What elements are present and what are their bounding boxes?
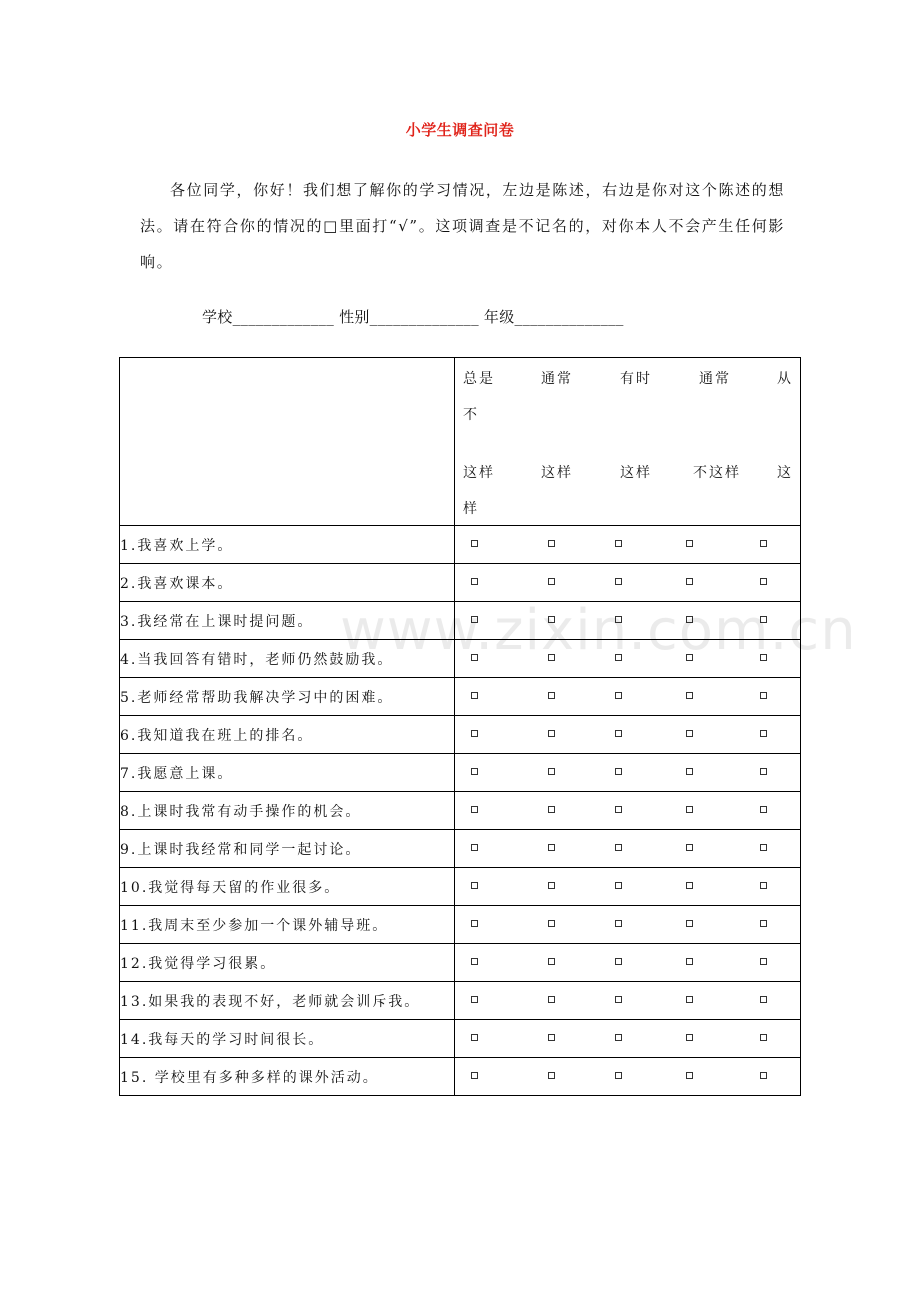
square-checkbox-icon[interactable] [615,920,622,927]
table-row [120,526,801,564]
header-option-label: 有时 [620,371,652,387]
square-checkbox-icon[interactable] [548,844,555,851]
square-checkbox-icon[interactable] [548,958,555,965]
page-title: 小学生调查问卷 [405,121,515,139]
square-checkbox-icon[interactable] [615,540,622,547]
square-checkbox-icon[interactable] [686,654,693,661]
square-checkbox-icon[interactable] [548,996,555,1003]
square-checkbox-icon[interactable] [471,882,478,889]
square-checkbox-icon[interactable] [548,806,555,813]
square-checkbox-icon[interactable] [471,844,478,851]
student-info-line: 学校_____________ 性别______________ 年级______________ [202,308,624,326]
square-checkbox-icon[interactable] [760,806,767,813]
square-checkbox-icon[interactable] [760,578,767,585]
square-checkbox-icon[interactable] [686,692,693,699]
square-checkbox-icon[interactable] [615,768,622,775]
square-checkbox-icon[interactable] [615,616,622,623]
table-row [120,1020,801,1058]
square-checkbox-icon[interactable] [615,578,622,585]
square-checkbox-icon[interactable] [548,730,555,737]
square-checkbox-icon[interactable] [471,958,478,965]
question-text: 13.如果我的表现不好，老师就会训斥我。 [120,982,455,1020]
square-checkbox-icon[interactable] [548,768,555,775]
header-option-label: 通常 [699,371,731,387]
square-checkbox-icon[interactable] [686,1072,693,1079]
header-option-label: 不这样 [693,465,741,481]
question-text: 9.上课时我经常和同学一起讨论。 [120,830,455,868]
square-checkbox-icon[interactable] [686,958,693,965]
header-option-label: 总是 [463,371,495,387]
answer-options-cell [455,640,801,678]
table-row [120,640,801,678]
square-checkbox-icon[interactable] [686,578,693,585]
header-option-label: 这样 [463,465,495,481]
square-checkbox-icon[interactable] [760,654,767,661]
intro-paragraph: 各位同学，你好！我们想了解你的学习情况，左边是陈述，右边是你对这个陈述的想法。请在符合你的情况的□里面打“√”。这项调查是不记名的，对你本人不会产生任何影响。 [140,181,785,271]
square-checkbox-icon[interactable] [615,882,622,889]
header-options-cell [455,358,801,526]
table-row [120,754,801,792]
table-row [120,982,801,1020]
question-text: 11.我周末至少参加一个课外辅导班。 [120,906,455,944]
square-checkbox-icon[interactable] [471,692,478,699]
table-row [120,792,801,830]
square-checkbox-icon[interactable] [548,692,555,699]
table-row [120,868,801,906]
square-checkbox-icon[interactable] [471,578,478,585]
square-checkbox-icon[interactable] [760,882,767,889]
answer-options-cell [455,678,801,716]
square-checkbox-icon[interactable] [615,692,622,699]
square-checkbox-icon[interactable] [760,730,767,737]
answer-options-cell [455,982,801,1020]
square-checkbox-icon[interactable] [686,540,693,547]
square-checkbox-icon[interactable] [686,844,693,851]
square-checkbox-icon[interactable] [615,654,622,661]
question-text: 10.我觉得每天留的作业很多。 [120,868,455,906]
square-checkbox-icon[interactable] [760,996,767,1003]
answer-options-cell [455,716,801,754]
answer-options-cell [455,830,801,868]
watermark: www.zixin.com.cn [340,598,857,663]
header-option-label: 这样 [541,465,573,481]
answer-options-cell [455,906,801,944]
table-row [120,906,801,944]
header-option-label: 这样 [620,465,652,481]
square-checkbox-icon[interactable] [760,616,767,623]
answer-options-cell [455,602,801,640]
square-checkbox-icon[interactable] [471,616,478,623]
square-checkbox-icon[interactable] [760,844,767,851]
square-checkbox-icon[interactable] [760,1034,767,1041]
answer-options-cell [455,526,801,564]
square-checkbox-icon[interactable] [760,1072,767,1079]
square-checkbox-icon[interactable] [686,1034,693,1041]
header-option-label: 这 [777,465,793,481]
header-blank-cell [120,358,455,526]
square-checkbox-icon[interactable] [615,958,622,965]
question-text: 15. 学校里有多种多样的课外活动。 [120,1058,455,1096]
square-checkbox-icon[interactable] [615,844,622,851]
answer-options-cell [455,944,801,982]
table-row [120,944,801,982]
question-text: 1.我喜欢上学。 [120,526,455,564]
table-row [120,830,801,868]
square-checkbox-icon[interactable] [471,768,478,775]
question-text: 6.我知道我在班上的排名。 [120,716,455,754]
answer-options-cell [455,1020,801,1058]
question-text: 7.我愿意上课。 [120,754,455,792]
square-checkbox-icon[interactable] [548,1072,555,1079]
square-checkbox-icon[interactable] [615,1034,622,1041]
square-checkbox-icon[interactable] [686,768,693,775]
square-checkbox-icon[interactable] [686,882,693,889]
table-row [120,678,801,716]
table-header-row [120,358,801,526]
answer-options-cell [455,1058,801,1096]
square-checkbox-icon[interactable] [686,616,693,623]
square-checkbox-icon[interactable] [548,578,555,585]
square-checkbox-icon[interactable] [548,616,555,623]
question-text: 14.我每天的学习时间很长。 [120,1020,455,1058]
answer-options-cell [455,868,801,906]
square-checkbox-icon[interactable] [471,540,478,547]
square-checkbox-icon[interactable] [686,730,693,737]
square-checkbox-icon[interactable] [686,806,693,813]
square-checkbox-icon[interactable] [471,1034,478,1041]
square-checkbox-icon[interactable] [686,996,693,1003]
table-row [120,564,801,602]
question-text: 4.当我回答有错时，老师仍然鼓励我。 [120,640,455,678]
square-checkbox-icon[interactable] [548,920,555,927]
square-checkbox-icon[interactable] [471,1072,478,1079]
answer-options-cell [455,754,801,792]
header-option-label-wrap: 样 [463,501,479,517]
survey-table [119,357,801,1096]
question-text: 8.上课时我常有动手操作的机会。 [120,792,455,830]
square-checkbox-icon[interactable] [686,920,693,927]
square-checkbox-icon[interactable] [471,920,478,927]
square-checkbox-icon[interactable] [760,958,767,965]
square-checkbox-icon[interactable] [548,882,555,889]
question-text: 2.我喜欢课本。 [120,564,455,602]
square-checkbox-icon[interactable] [760,768,767,775]
table-row [120,716,801,754]
question-text: 5.老师经常帮助我解决学习中的困难。 [120,678,455,716]
square-checkbox-icon[interactable] [615,730,622,737]
square-checkbox-icon[interactable] [548,1034,555,1041]
table-row [120,602,801,640]
question-text: 12.我觉得学习很累。 [120,944,455,982]
square-checkbox-icon[interactable] [471,730,478,737]
square-checkbox-icon[interactable] [615,996,622,1003]
answer-options-cell [455,564,801,602]
header-option-label-wrap: 不 [463,407,479,423]
square-checkbox-icon[interactable] [760,920,767,927]
square-checkbox-icon[interactable] [615,806,622,813]
answer-options-cell [455,792,801,830]
table-row [120,1058,801,1096]
square-checkbox-icon[interactable] [471,996,478,1003]
square-checkbox-icon[interactable] [760,540,767,547]
square-checkbox-icon[interactable] [548,654,555,661]
header-option-label: 通常 [541,371,573,387]
question-text: 3.我经常在上课时提问题。 [120,602,455,640]
square-checkbox-icon[interactable] [615,1072,622,1079]
square-checkbox-icon[interactable] [471,654,478,661]
square-checkbox-icon[interactable] [760,692,767,699]
header-option-label: 从 [777,371,793,387]
square-checkbox-icon[interactable] [471,806,478,813]
square-checkbox-icon[interactable] [548,540,555,547]
